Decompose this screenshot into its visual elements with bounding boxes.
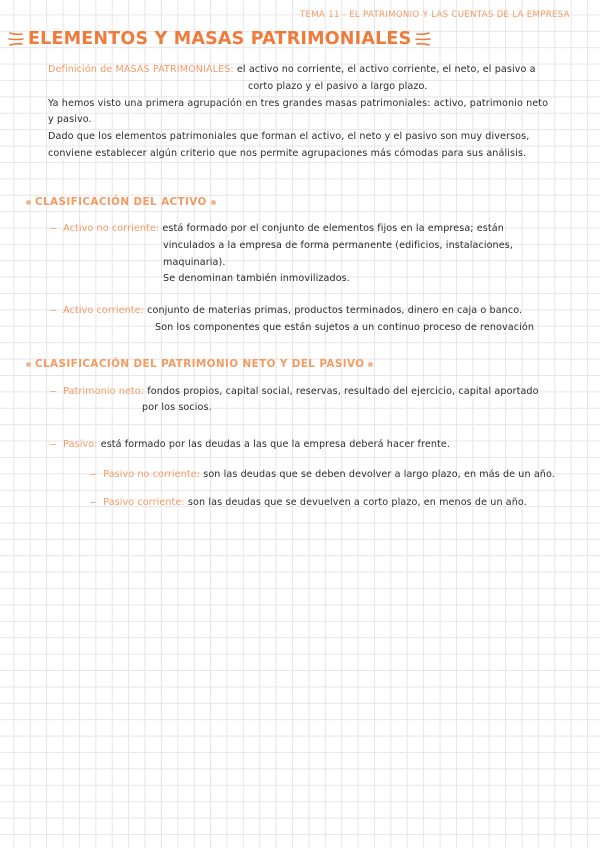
section-heading-activo-text: CLASIFICACIÓN DEL ACTIVO bbox=[35, 196, 207, 208]
paragraph-2-line-1: Dado que los elementos patrimoniales que forman el activo, el neto y el pasivo son muy diversos, bbox=[48, 131, 530, 142]
patrimonio-neto-text-1: fondos propios, capital social, reservas, resultado del ejercicio, capital aportado bbox=[147, 386, 539, 397]
paragraph-2-line-2: conviene establecer algún criterio que nos permite agrupaciones más cómodas para sus análisis. bbox=[48, 148, 527, 159]
patrimonio-neto-text-2: por los socios. bbox=[142, 402, 212, 413]
patrimonio-neto-line-1 bbox=[50, 386, 539, 397]
left-sparkle-icon bbox=[8, 29, 24, 49]
section-heading-patrimonio bbox=[26, 358, 377, 370]
pasivo-corriente-label: Pasivo corriente: bbox=[103, 497, 185, 508]
heading-bullet-icon bbox=[211, 200, 216, 205]
paragraph-1-line-2: y pasivo. bbox=[48, 114, 92, 125]
page-header: TEMA 11 - EL PATRIMONIO Y LAS CUENTAS DE LA EMPRESA bbox=[300, 10, 570, 20]
dash-bullet-icon bbox=[90, 474, 96, 475]
pasivo-corriente-text: son las deudas que se devuelven a corto plazo, en menos de un año. bbox=[187, 497, 527, 508]
dash-bullet-icon bbox=[50, 444, 56, 445]
dash-bullet-icon bbox=[90, 502, 96, 503]
page-title: ELEMENTOS Y MASAS PATRIMONIALES bbox=[28, 29, 412, 49]
activo-no-corriente-text-3: maquinaria). bbox=[163, 257, 226, 268]
paragraph-1-line-1: Ya hemos visto una primera agrupación en tres grandes masas patrimoniales: activo, patrimonio neto bbox=[48, 98, 549, 109]
activo-no-corriente-text-2: vinculados a la empresa de forma permanente (edificios, instalaciones, bbox=[163, 240, 513, 251]
pasivo-line bbox=[50, 439, 450, 450]
activo-no-corriente-text-1: está formado por el conjunto de elementos fijos en la empresa; están bbox=[162, 223, 504, 234]
pasivo-no-corriente-label: Pasivo no corriente: bbox=[103, 469, 201, 480]
dash-bullet-icon bbox=[50, 310, 56, 311]
activo-corriente-text-1: conjunto de materias primas, productos terminados, dinero en caja o banco. bbox=[147, 305, 523, 316]
heading-bullet-icon bbox=[26, 200, 31, 205]
pasivo-label: Pasivo: bbox=[63, 439, 98, 450]
activo-no-corriente-label: Activo no corriente: bbox=[63, 223, 160, 234]
definition-text-2: corto plazo y el pasivo a largo plazo. bbox=[248, 81, 428, 92]
title-block bbox=[8, 24, 431, 54]
patrimonio-neto-label: Patrimonio neto: bbox=[63, 386, 145, 397]
pasivo-no-corriente-text: son las deudas que se deben devolver a largo plazo, en más de un año. bbox=[203, 469, 555, 480]
section-heading-patrimonio-text: CLASIFICACIÓN DEL PATRIMONIO NETO Y DEL PASIVO bbox=[35, 358, 365, 370]
activo-corriente-text-2: Son los componentes que están sujetos a un continuo proceso de renovación bbox=[155, 322, 535, 333]
definition-text-1: el activo no corriente, el activo corriente, el neto, el pasivo a bbox=[236, 64, 536, 75]
right-sparkle-icon bbox=[415, 29, 431, 49]
pasivo-text: está formado por las deudas a las que la empresa deberá hacer frente. bbox=[100, 439, 451, 450]
dash-bullet-icon bbox=[50, 228, 56, 229]
definition-line-1 bbox=[48, 64, 536, 75]
activo-corriente-line-1 bbox=[50, 305, 522, 316]
pasivo-corriente-line bbox=[90, 497, 527, 508]
definition-label: Definición de MASAS PATRIMONIALES: bbox=[48, 64, 234, 75]
activo-no-corriente-line-1 bbox=[50, 223, 504, 234]
activo-corriente-label: Activo corriente: bbox=[63, 305, 144, 316]
activo-no-corriente-text-4: Se denominan también inmovilizados. bbox=[163, 273, 350, 284]
heading-bullet-icon bbox=[26, 362, 31, 367]
heading-bullet-icon bbox=[368, 362, 373, 367]
dash-bullet-icon bbox=[50, 391, 56, 392]
pasivo-no-corriente-line bbox=[90, 469, 555, 480]
section-heading-activo bbox=[26, 196, 220, 208]
